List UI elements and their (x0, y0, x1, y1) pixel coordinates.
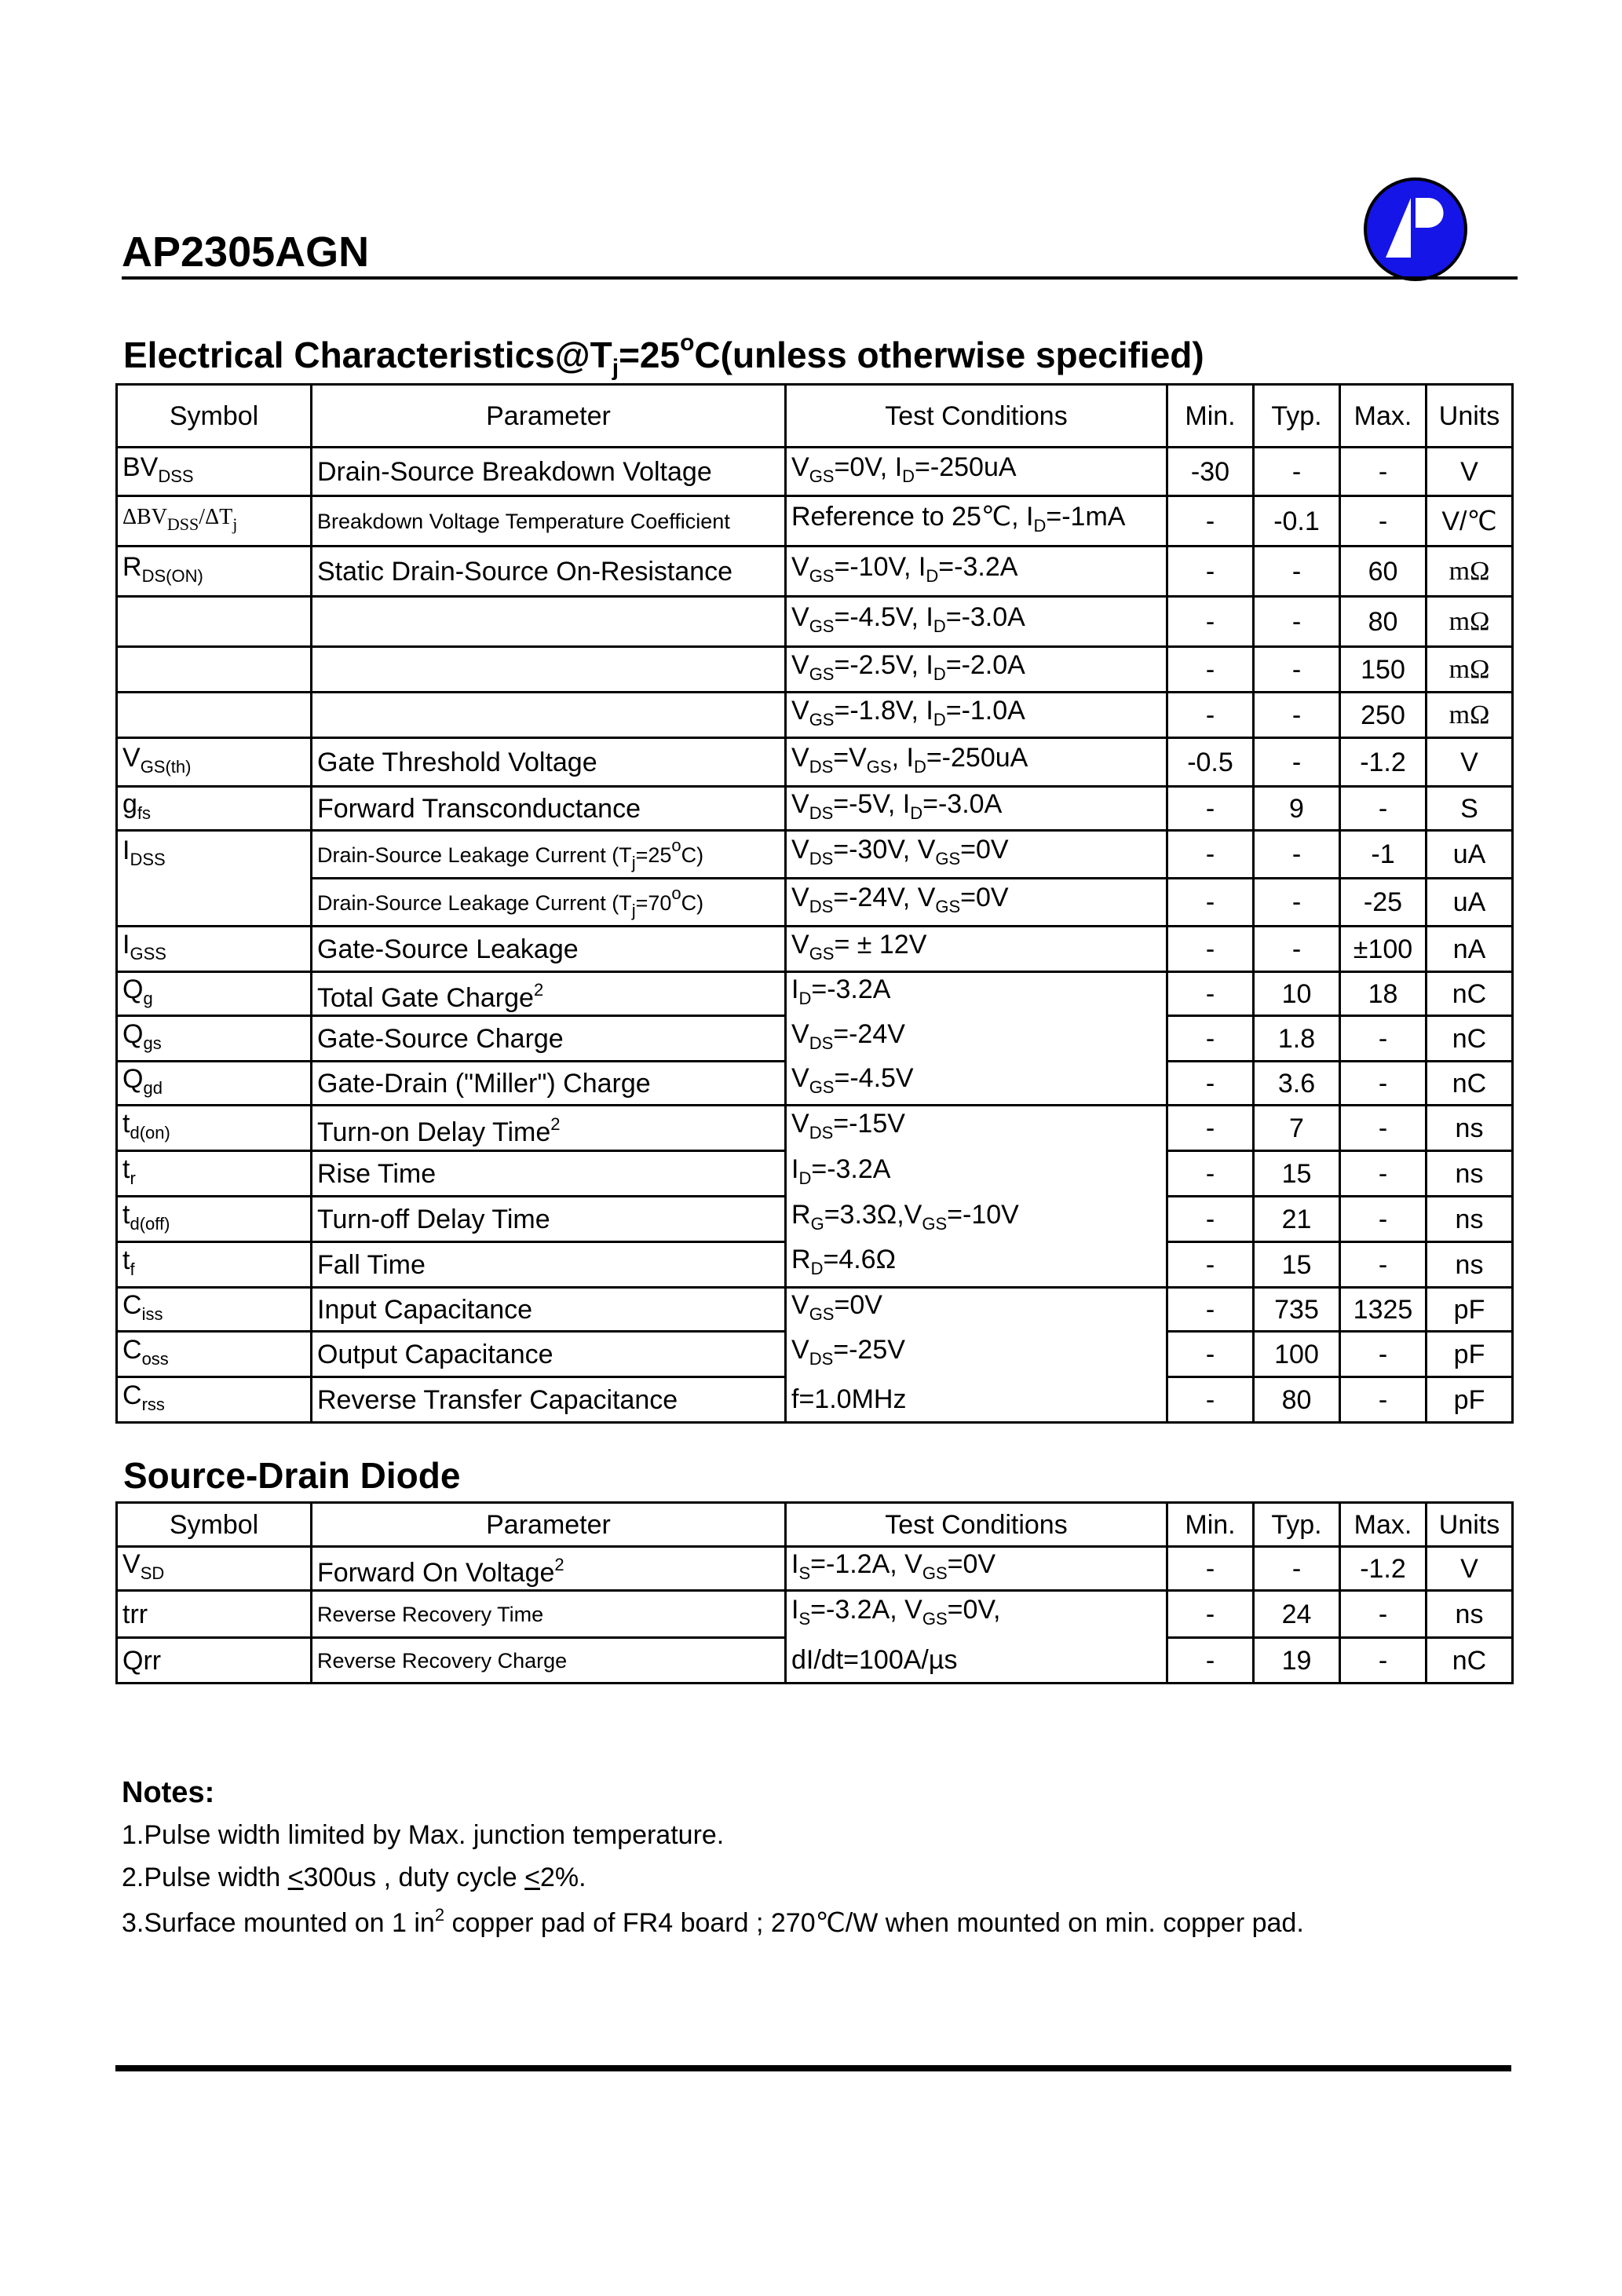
typ-cell: 19 (1254, 1638, 1340, 1684)
parameter-cell (312, 597, 786, 647)
unit-cell: ns (1427, 1106, 1513, 1151)
table-row (117, 1288, 1513, 1332)
table-row (117, 972, 1513, 1016)
col-header-parameter: Parameter (312, 1503, 786, 1547)
symbol-cell: $t_{d(on)}$ (117, 1106, 312, 1151)
parameter-cell: Input Capacitance (312, 1288, 786, 1332)
max-cell: - (1340, 1332, 1427, 1377)
table-row (117, 1638, 1513, 1684)
col-header-symbol: Symbol (117, 385, 312, 448)
unit-cell: pF (1427, 1377, 1513, 1423)
unit-cell: pF (1427, 1288, 1513, 1332)
symbol-cell (117, 879, 312, 927)
parameter-cell: Rise Time (312, 1151, 786, 1197)
typ-cell: 3.6 (1254, 1062, 1340, 1106)
condition-cell: $I_D=-3.2A$ (786, 972, 1167, 1016)
unit-cell: ns (1427, 1151, 1513, 1197)
condition-cell: $V_{DS}=-5V$, $I_D=-3.0A$ (786, 787, 1167, 831)
min-cell: - (1167, 597, 1254, 647)
table-row (117, 1062, 1513, 1106)
table-row (117, 1151, 1513, 1197)
condition-cell: $V_{GS}=-10V$, $I_D=-3.2A$ (786, 547, 1167, 597)
table-row (117, 1547, 1513, 1591)
typ-cell: - (1254, 879, 1340, 927)
condition-cell: $R_D=4.6\Omega$ (786, 1242, 1167, 1288)
symbol-cell: $R_{DS(ON)}$ (117, 547, 312, 597)
table-row (117, 448, 1513, 496)
condition-cell: $V_{GS}=-2.5V$, $I_D=-2.0A$ (786, 647, 1167, 693)
min-cell: - (1167, 1332, 1254, 1377)
min-cell: - (1167, 1242, 1254, 1288)
typ-cell: - (1254, 831, 1340, 879)
condition-cell: $V_{GS}=-4.5V$ (786, 1062, 1167, 1106)
unit-cell: V/℃ (1427, 496, 1513, 547)
symbol-cell: $I_{GSS}$ (117, 927, 312, 972)
max-cell: 1325 (1340, 1288, 1427, 1332)
min-cell: - (1167, 1591, 1254, 1638)
header-rule (122, 276, 1518, 280)
max-cell: - (1340, 787, 1427, 831)
condition-cell: Reference to 25℃, $I_D=-1mA$ (786, 496, 1167, 547)
table-row (117, 1332, 1513, 1377)
max-cell: 80 (1340, 597, 1427, 647)
table-row (117, 1016, 1513, 1062)
typ-cell: - (1254, 448, 1340, 496)
typ-cell: 1.8 (1254, 1016, 1340, 1062)
symbol-cell (117, 597, 312, 647)
min-cell: - (1167, 1106, 1254, 1151)
max-cell: 60 (1340, 547, 1427, 597)
max-cell: - (1340, 496, 1427, 547)
max-cell: - (1340, 1197, 1427, 1242)
max-cell: - (1340, 1062, 1427, 1106)
unit-cell: nC (1427, 1062, 1513, 1106)
typ-cell: - (1254, 597, 1340, 647)
min-cell: - (1167, 1062, 1254, 1106)
max-cell: -1.2 (1340, 738, 1427, 787)
condition-cell: $I_S=-1.2A$, $V_{GS}=0V$ (786, 1547, 1167, 1591)
max-cell: - (1340, 1242, 1427, 1288)
unit-cell: S (1427, 787, 1513, 831)
parameter-cell: Gate Threshold Voltage (312, 738, 786, 787)
unit-cell: pF (1427, 1332, 1513, 1377)
col-header-symbol: Symbol (117, 1503, 312, 1547)
typ-cell: 735 (1254, 1288, 1340, 1332)
parameter-cell: Breakdown Voltage Temperature Coefficient (312, 496, 786, 547)
typ-cell: - (1254, 693, 1340, 738)
min-cell: - (1167, 647, 1254, 693)
parameter-cell: Reverse Recovery Time (312, 1591, 786, 1638)
table-row (117, 1591, 1513, 1638)
unit-cell: mΩ (1427, 597, 1513, 647)
table-row (117, 547, 1513, 597)
table-header-row (117, 385, 1513, 448)
max-cell: - (1340, 1591, 1427, 1638)
min-cell: - (1167, 496, 1254, 547)
col-header-max: Max. (1340, 385, 1427, 448)
unit-cell: mΩ (1427, 547, 1513, 597)
condition-cell: $V_{DS}=-25V$ (786, 1332, 1167, 1377)
min-cell: -30 (1167, 448, 1254, 496)
table-row (117, 1106, 1513, 1151)
note-3: 3.Surface mounted on 1 $in^2$ copper pad of FR4 board ; 270℃/W when mounted on min. copper pad. (122, 1905, 1304, 1938)
note-1: 1.Pulse width limited by Max. junction temperature. (122, 1820, 725, 1850)
table-row (117, 927, 1513, 972)
condition-cell: $I_S=-3.2A$, $V_{GS}=0V$, (786, 1591, 1167, 1638)
table-row (117, 738, 1513, 787)
symbol-cell: trr (117, 1591, 312, 1638)
parameter-cell (312, 693, 786, 738)
max-cell: - (1340, 1151, 1427, 1197)
table-row (117, 597, 1513, 647)
table-row (117, 1197, 1513, 1242)
min-cell: - (1167, 927, 1254, 972)
condition-cell: $V_{GS}=0V$, $I_D=-250uA$ (786, 448, 1167, 496)
min-cell: -0.5 (1167, 738, 1254, 787)
table-row (117, 1377, 1513, 1423)
col-header-max: Max. (1340, 1503, 1427, 1547)
parameter-cell: Reverse Recovery Charge (312, 1638, 786, 1684)
table-row (117, 1242, 1513, 1288)
table-row (117, 647, 1513, 693)
unit-cell: uA (1427, 879, 1513, 927)
min-cell: - (1167, 879, 1254, 927)
max-cell: - (1340, 1638, 1427, 1684)
max-cell: -1.2 (1340, 1547, 1427, 1591)
typ-cell: 24 (1254, 1591, 1340, 1638)
note-2: 2.Pulse width <300us , duty cycle <2%. (122, 1863, 586, 1892)
electrical-characteristics-table (115, 383, 1514, 1424)
condition-cell: $V_{DS}=-24V$, $V_{GS}=0V$ (786, 879, 1167, 927)
parameter-cell (312, 647, 786, 693)
parameter-cell: Drain-Source Leakage Current $(T_j=70^oC)$ (312, 879, 786, 927)
source-drain-diode-title: Source-Drain Diode (123, 1455, 461, 1496)
parameter-cell: Total Gate Charge$^2$ (312, 972, 786, 1016)
unit-cell: nC (1427, 1638, 1513, 1684)
typ-cell: 15 (1254, 1151, 1340, 1197)
max-cell: - (1340, 1016, 1427, 1062)
unit-cell: V (1427, 1547, 1513, 1591)
min-cell: - (1167, 972, 1254, 1016)
condition-cell: $V_{GS}=0V$ (786, 1288, 1167, 1332)
min-cell: - (1167, 787, 1254, 831)
col-header-parameter: Parameter (312, 385, 786, 448)
max-cell: 150 (1340, 647, 1427, 693)
max-cell: -1 (1340, 831, 1427, 879)
col-header-typ: Typ. (1254, 1503, 1340, 1547)
typ-cell: 15 (1254, 1242, 1340, 1288)
min-cell: - (1167, 693, 1254, 738)
col-header-units: Units (1427, 385, 1513, 448)
parameter-cell: Forward Transconductance (312, 787, 786, 831)
table-header-row (117, 1503, 1513, 1547)
parameter-cell: Forward On Voltage$^2$ (312, 1547, 786, 1591)
typ-cell: -0.1 (1254, 496, 1340, 547)
condition-cell: $V_{GS}=-4.5V$, $I_D=-3.0A$ (786, 597, 1167, 647)
condition-cell: $V_{GS}=-1.8V$, $I_D=-1.0A$ (786, 693, 1167, 738)
parameter-cell: Reverse Transfer Capacitance (312, 1377, 786, 1423)
unit-cell: nC (1427, 1016, 1513, 1062)
condition-cell: $R_G=3.3\Omega,V_{GS}=-10V$ (786, 1197, 1167, 1242)
symbol-cell: $t_{d(off)}$ (117, 1197, 312, 1242)
symbol-cell: $Q_g$ (117, 972, 312, 1016)
condition-cell: dI/dt=100A/µs (786, 1638, 1167, 1684)
symbol-cell: $\Delta BV_{DSS}/\Delta T_j$ (117, 496, 312, 547)
unit-cell: V (1427, 448, 1513, 496)
unit-cell: nC (1427, 972, 1513, 1016)
parameter-cell: Gate-Source Leakage (312, 927, 786, 972)
col-header-min: Min. (1167, 1503, 1254, 1547)
unit-cell: uA (1427, 831, 1513, 879)
typ-cell: 7 (1254, 1106, 1340, 1151)
condition-cell: $V_{DS}=-30V$, $V_{GS}=0V$ (786, 831, 1167, 879)
unit-cell: mΩ (1427, 647, 1513, 693)
max-cell: ±100 (1340, 927, 1427, 972)
parameter-cell: Turn-off Delay Time (312, 1197, 786, 1242)
symbol-cell: $t_r$ (117, 1151, 312, 1197)
symbol-cell: Qrr (117, 1638, 312, 1684)
parameter-cell: Turn-on Delay Time$^2$ (312, 1106, 786, 1151)
typ-cell: - (1254, 647, 1340, 693)
notes-title: Notes: (122, 1776, 215, 1809)
symbol-cell: $Q_{gs}$ (117, 1016, 312, 1062)
table-row (117, 879, 1513, 927)
max-cell: - (1340, 448, 1427, 496)
parameter-cell: Gate-Drain ("Miller") Charge (312, 1062, 786, 1106)
typ-cell: 21 (1254, 1197, 1340, 1242)
min-cell: - (1167, 1547, 1254, 1591)
condition-cell: f=1.0MHz (786, 1377, 1167, 1423)
min-cell: - (1167, 1638, 1254, 1684)
parameter-cell: Drain-Source Leakage Current $(T_j=25^oC)$ (312, 831, 786, 879)
symbol-cell: $t_f$ (117, 1242, 312, 1288)
symbol-cell: $BV_{DSS}$ (117, 448, 312, 496)
typ-cell: 10 (1254, 972, 1340, 1016)
typ-cell: - (1254, 738, 1340, 787)
condition-cell: $V_{DS}=-15V$ (786, 1106, 1167, 1151)
source-drain-diode-table (115, 1501, 1514, 1684)
unit-cell: ns (1427, 1197, 1513, 1242)
condition-cell: $V_{GS}= \pm 12V$ (786, 927, 1167, 972)
typ-cell: - (1254, 1547, 1340, 1591)
parameter-cell: Drain-Source Breakdown Voltage (312, 448, 786, 496)
company-logo (1362, 176, 1469, 283)
unit-cell: nA (1427, 927, 1513, 972)
symbol-cell: $C_{oss}$ (117, 1332, 312, 1377)
table-row (117, 496, 1513, 547)
unit-cell: ns (1427, 1591, 1513, 1638)
table-row (117, 831, 1513, 879)
col-header-units: Units (1427, 1503, 1513, 1547)
table-row (117, 787, 1513, 831)
min-cell: - (1167, 831, 1254, 879)
col-header-test-conditions: Test Conditions (786, 1503, 1167, 1547)
symbol-cell (117, 647, 312, 693)
parameter-cell: Static Drain-Source On-Resistance (312, 547, 786, 597)
unit-cell: mΩ (1427, 693, 1513, 738)
condition-cell: $V_{DS}=V_{GS}$, $I_D=-250uA$ (786, 738, 1167, 787)
symbol-cell: $Q_{gd}$ (117, 1062, 312, 1106)
condition-cell: $V_{DS}=-24V$ (786, 1016, 1167, 1062)
max-cell: 18 (1340, 972, 1427, 1016)
unit-cell: V (1427, 738, 1513, 787)
symbol-cell: $V_{GS(th)}$ (117, 738, 312, 787)
symbol-cell: $I_{DSS}$ (117, 831, 312, 879)
min-cell: - (1167, 1197, 1254, 1242)
max-cell: 250 (1340, 693, 1427, 738)
min-cell: - (1167, 547, 1254, 597)
max-cell: -25 (1340, 879, 1427, 927)
typ-cell: - (1254, 927, 1340, 972)
col-header-typ: Typ. (1254, 385, 1340, 448)
footer-rule (115, 2065, 1511, 2071)
part-number: AP2305AGN (122, 229, 370, 276)
col-header-test-conditions: Test Conditions (786, 385, 1167, 448)
parameter-cell: Output Capacitance (312, 1332, 786, 1377)
symbol-cell: $C_{iss}$ (117, 1288, 312, 1332)
unit-cell: ns (1427, 1242, 1513, 1288)
table-row (117, 693, 1513, 738)
min-cell: - (1167, 1377, 1254, 1423)
min-cell: - (1167, 1016, 1254, 1062)
condition-cell: $I_D=-3.2A$ (786, 1151, 1167, 1197)
typ-cell: 80 (1254, 1377, 1340, 1423)
typ-cell: 9 (1254, 787, 1340, 831)
typ-cell: 100 (1254, 1332, 1340, 1377)
min-cell: - (1167, 1151, 1254, 1197)
electrical-characteristics-title: Electrical $Characteristics@T_j=25^oC(unless$ otherwise specified) (123, 330, 1204, 381)
symbol-cell (117, 693, 312, 738)
symbol-cell: $C_{rss}$ (117, 1377, 312, 1423)
col-header-min: Min. (1167, 385, 1254, 448)
symbol-cell: $V_{SD}$ (117, 1547, 312, 1591)
max-cell: - (1340, 1106, 1427, 1151)
min-cell: - (1167, 1288, 1254, 1332)
typ-cell: - (1254, 547, 1340, 597)
parameter-cell: Fall Time (312, 1242, 786, 1288)
symbol-cell: $g_{fs}$ (117, 787, 312, 831)
max-cell: - (1340, 1377, 1427, 1423)
parameter-cell: Gate-Source Charge (312, 1016, 786, 1062)
